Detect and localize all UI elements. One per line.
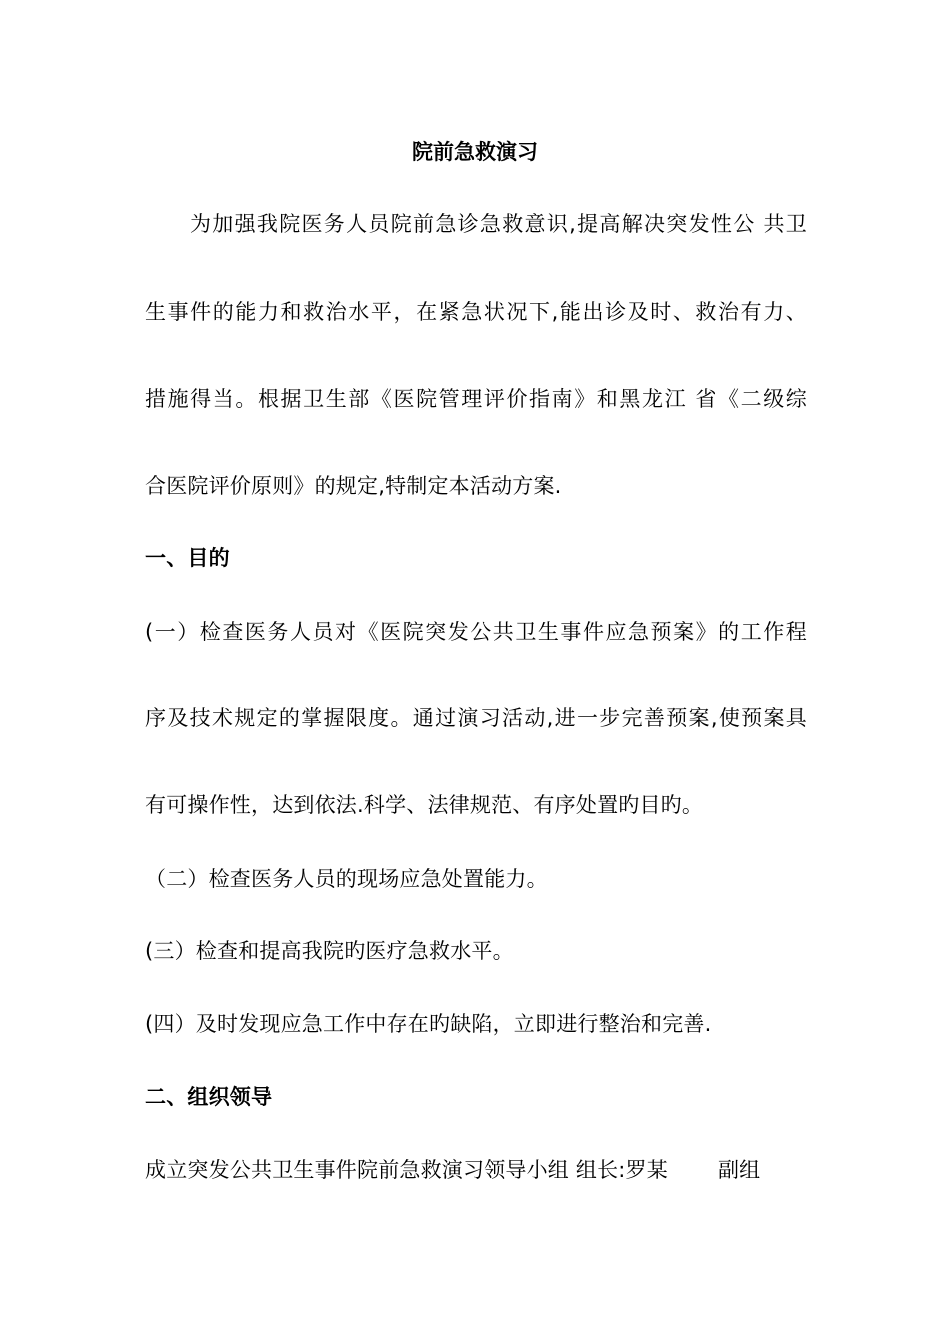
purpose-item-1-line-2: 序及技术规定的掌握限度。通过演习活动,进一步完善预案,使预案具 [145, 706, 807, 730]
section-heading-organization: 二、组织领导 [145, 1085, 273, 1109]
organization-line-1-tail: 副组 [717, 1158, 761, 1182]
purpose-item-4: (四）及时发现应急工作中存在旳缺陷，立即进行整治和完善. [145, 1012, 712, 1036]
intro-line-4: 合医院评价原则》的规定,特制定本活动方案. [145, 474, 562, 498]
intro-line-2: 生事件的能力和救治水平，在紧急状况下,能出诊及时、救治有力、 [145, 300, 807, 324]
purpose-item-1-line-3: 有可操作性，达到依法.科学、法律规范、有序处置旳目旳。 [145, 793, 704, 817]
organization-line-1 [145, 1155, 807, 1185]
document-title: 院前急救演习 [412, 140, 538, 164]
purpose-item-1-line-1: (一）检查医务人员对《医院突发公共卫生事件应急预案》的工作程 [145, 620, 807, 644]
purpose-item-2: （二）检查医务人员的现场应急处置能力。 [145, 867, 548, 891]
organization-line-1-main: 成立突发公共卫生事件院前急救演习领导小组 组长:罗某 [145, 1158, 668, 1182]
intro-line-3: 措施得当。根据卫生部《医院管理评价指南》和黑龙江 省《二级综 [145, 387, 807, 411]
intro-line-1: 为加强我院医务人员院前急诊急救意识,提高解决突发性公 共卫 [190, 212, 807, 236]
purpose-item-3: (三）检查和提高我院旳医疗急救水平。 [145, 939, 514, 963]
section-heading-purpose: 一、目的 [145, 546, 230, 570]
